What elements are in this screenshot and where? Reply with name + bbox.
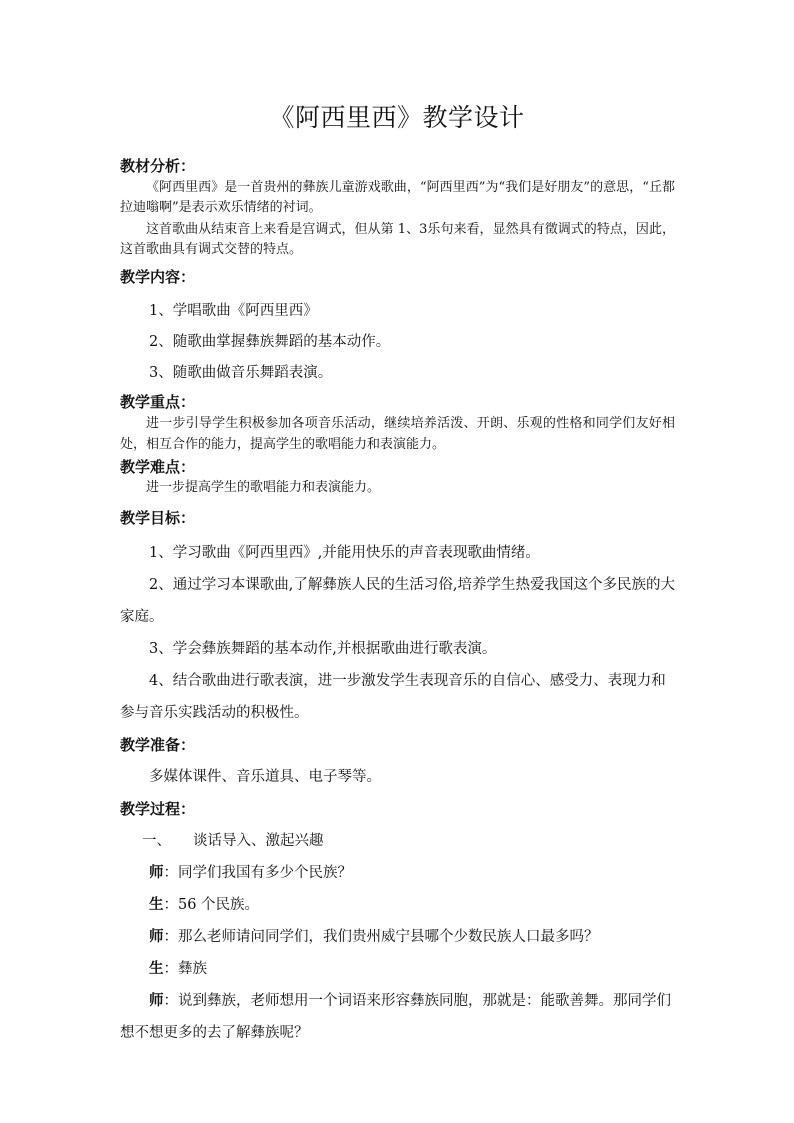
dialogue-line-1 xyxy=(120,857,675,889)
content-item-1: 1、学唱歌曲《阿西里西》 xyxy=(149,303,318,319)
process-step-1 xyxy=(120,825,675,857)
analysis-paragraph-1: 《阿西里西》是一首贵州的彝族儿童游戏歌曲，“阿西里西”为“我们是好朋友”的意思，“丘都拉迪嗡啊”是表示欢乐情绪的衬词。 xyxy=(120,180,675,215)
speaker-label: 师 xyxy=(149,864,164,881)
dialogue-text: ：同学们我国有多少个民族？ xyxy=(163,865,352,881)
process-heading: 教学过程： xyxy=(120,800,196,818)
prep-text: 多媒体课件、音乐道具、电子琴等。 xyxy=(149,769,381,785)
difficulty-heading: 教学难点： xyxy=(120,458,196,476)
dialogue-line-3 xyxy=(120,921,675,953)
prep-heading: 教学准备： xyxy=(120,736,196,754)
process-step-1-title: 谈话导入、激起兴趣 xyxy=(193,833,324,849)
content-list xyxy=(120,296,675,389)
analysis-paragraph-2: 这首歌曲从结束音上来看是宫调式，但从第 1、3乐句来看，显然具有徵调式的特点，因此，这首歌曲具有调式交替的特点。 xyxy=(120,222,675,257)
focus-text: 进一步引导学生积极参加各项音乐活动，继续培养活泼、开朗、乐观的性格和同学们友好相处，相互合作的能力，提高学生的歌唱能力和表演能力。 xyxy=(120,416,675,452)
speaker-label: 师 xyxy=(149,992,164,1009)
dialogue-line-2 xyxy=(120,889,675,921)
dialogue-text: ：彝族 xyxy=(163,961,207,977)
content-item-2: 2、随歌曲掌握彝族舞蹈的基本动作。 xyxy=(149,334,391,350)
goals-list xyxy=(120,537,675,729)
goal-item-4: 4、结合歌曲进行歌表演，进一步激发学生表现音乐的自信心、感受力、表现力和参与音乐实践活动的积极性。 xyxy=(120,673,666,721)
dialogue-text: ：说到彝族，老师想用一个词语来形容彝族同胞，那就是：能歌善舞。那同学们想不想更多的去了解彝族呢？ xyxy=(120,993,671,1041)
focus-heading: 教学重点： xyxy=(120,393,196,411)
goal-item-3: 3、学会彝族舞蹈的基本动作,并根据歌曲进行歌表演。 xyxy=(149,641,497,657)
difficulty-text: 进一步提高学生的歌唱能力和表演能力。 xyxy=(146,480,381,495)
page-title: 《阿西里西》教学设计 xyxy=(269,103,525,132)
speaker-label: 师 xyxy=(149,928,164,945)
dialogue-text: ：那么老师请问同学们，我们贵州威宁县哪个少数民族人口最多吗？ xyxy=(163,929,599,945)
document-body xyxy=(120,154,675,1049)
analysis-heading: 教材分析： xyxy=(120,157,196,175)
dialogue-line-4 xyxy=(120,953,675,985)
dialogue-line-5 xyxy=(120,985,675,1049)
goal-item-1: 1、学习歌曲《阿西里西》,并能用快乐的声音表现歌曲情绪。 xyxy=(149,545,540,561)
dialogue xyxy=(120,857,675,1049)
dialogue-text: ：56 个民族。 xyxy=(163,897,260,913)
goals-heading: 教学目标： xyxy=(120,509,196,527)
content-item-3: 3、随歌曲做音乐舞蹈表演。 xyxy=(149,365,333,381)
process-step-1-number: 一、 xyxy=(142,833,171,849)
speaker-label: 生 xyxy=(149,960,164,977)
content-heading: 教学内容： xyxy=(120,268,196,286)
goal-item-2: 2、通过学习本课歌曲,了解彝族人民的生活习俗,培养学生热爱我国这个多民族的大家庭。 xyxy=(120,577,675,625)
speaker-label: 生 xyxy=(149,896,164,913)
